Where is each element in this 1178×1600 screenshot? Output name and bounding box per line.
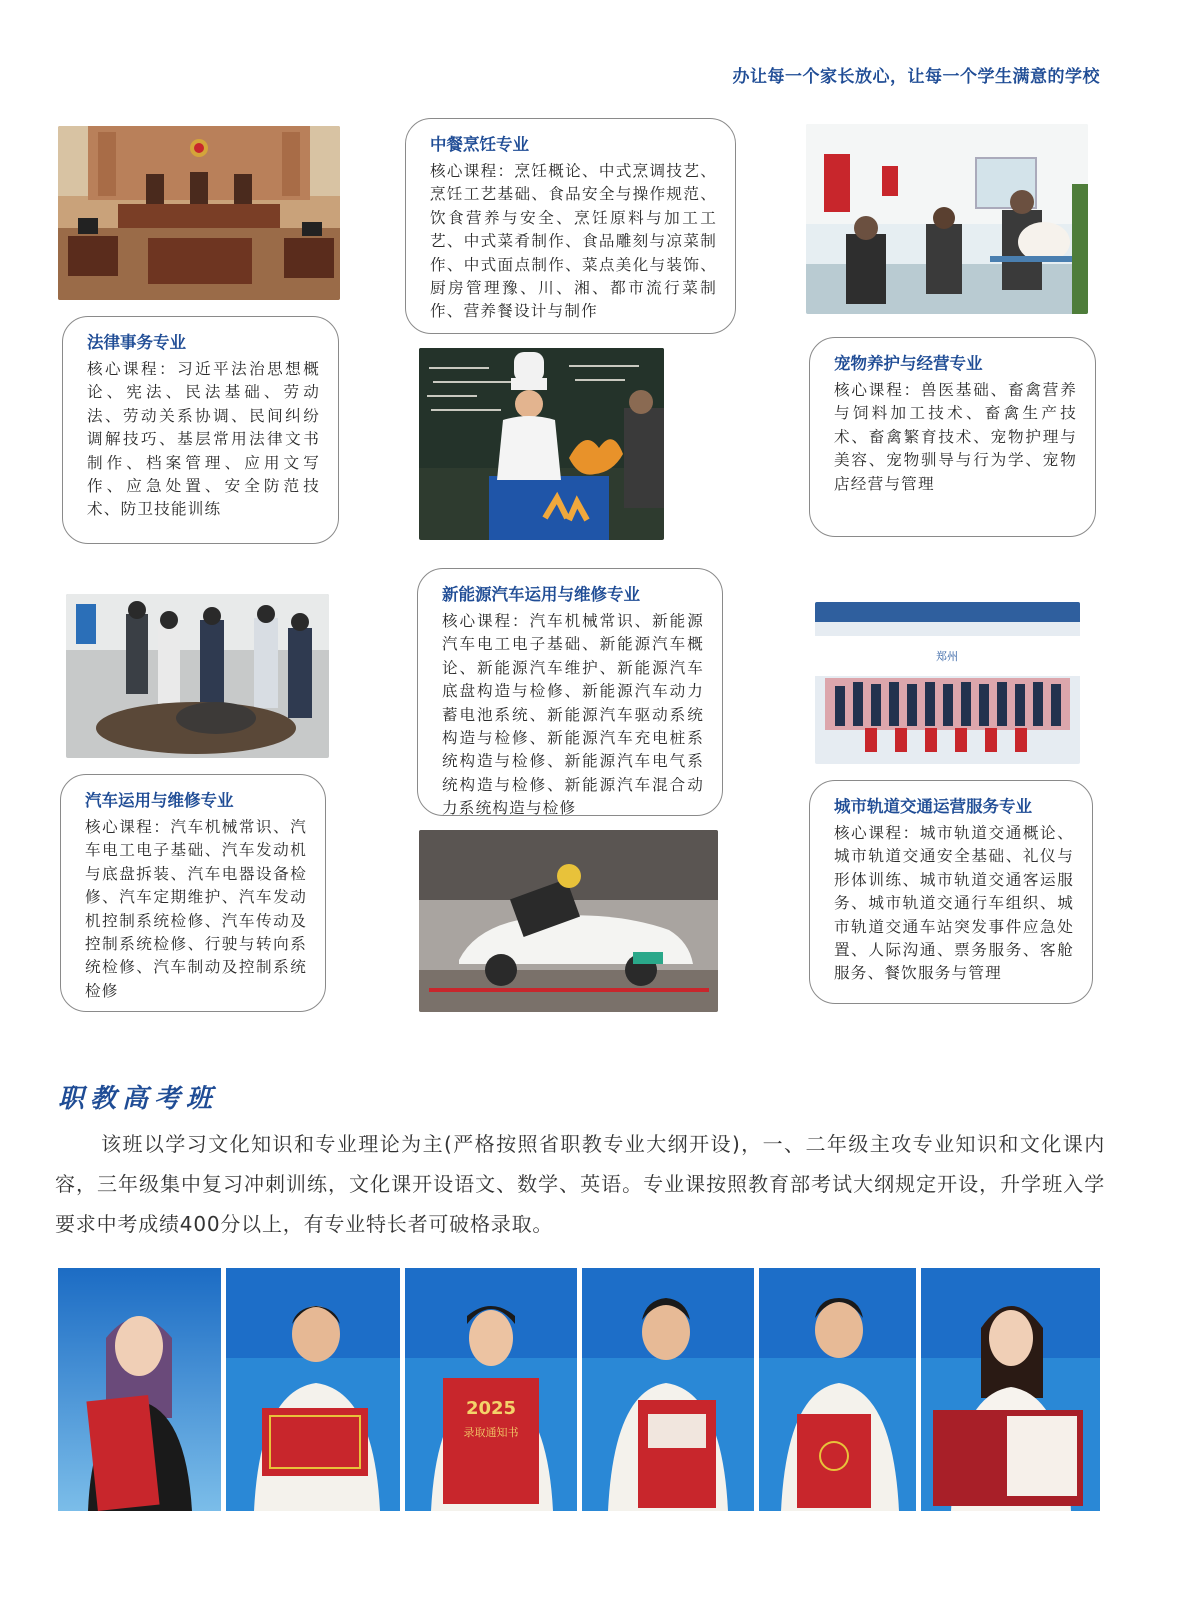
pet-program-title: 宠物养护与经营专业 <box>834 354 983 373</box>
notice-year-text: 2025 <box>465 1398 517 1419</box>
law-program-card <box>62 316 339 544</box>
student-photo <box>226 1268 400 1511</box>
rail-service-students-photo <box>815 602 1080 764</box>
law-program-courses: 核心课程：习近平法治思想概论、宪法、民法基础、劳动法、劳动关系协调、民间纠纷调解技巧、基层常用法律文书制作、档案管理、应用文写作、应急处置、安全防范技术、防卫技能训练 <box>87 360 320 519</box>
auto-repair-class-photo <box>66 594 329 758</box>
notice-title-text: 录取通知书 <box>463 1426 519 1439</box>
ev-program-card <box>417 568 723 816</box>
student-photo <box>921 1268 1100 1511</box>
auto-program-title: 汽车运用与维修专业 <box>85 791 234 810</box>
rail-program-courses: 核心课程：城市轨道交通概论、城市轨道交通安全基础、礼仪与形体训练、城市轨道交通客运服务、城市轨道交通行车组织、城市轨道交通车站突发事件应急处置、人际沟通、票务服务、客舱服务、餐饮服务与管理 <box>834 824 1074 983</box>
rail-banner-text: 郑州 <box>936 650 958 663</box>
auto-program-courses: 核心课程：汽车机械常识、汽车电工电子基础、汽车发动机与底盘拆装、汽车电器设备检修、汽车定期维护、汽车发动机控制系统检修、汽车传动及控制系统检修、行驶与转向系统检修、汽车制动及控制系统检修 <box>85 818 307 1000</box>
pet-program-courses: 核心课程：兽医基础、畜禽营养与饲料加工技术、畜禽生产技术、畜禽繁育技术、宠物护理与美容、宠物驯导与行为学、宠物店经营与管理 <box>834 381 1077 493</box>
cooking-program-courses: 核心课程：烹饪概论、中式烹调技艺、烹饪工艺基础、食品安全与操作规范、饮食营养与安全、烹饪原料与加工工艺、中式菜肴制作、食品雕刻与凉菜制作、中式面点制作、菜点美化与装饰、厨房管理豫、川、湘、都市流行菜制作、营养餐设计与制作 <box>430 162 717 321</box>
student-photo <box>759 1268 916 1511</box>
cooking-program-title: 中餐烹饪专业 <box>430 135 529 154</box>
law-program-title: 法律事务专业 <box>87 333 186 352</box>
rail-program-card <box>809 780 1093 1004</box>
vocational-exam-class-description: 该班以学习文化知识和专业理论为主(严格按照省职教专业大纲开设)，一、二年级主攻专业知识和文化课内容，三年级集中复习冲刺训练，文化课开设语文、数学、英语。专业课按照教育部考试大纲规定开设，升学班入学要求中考成绩400分以上，有专业特长者可破格录取。 <box>55 1132 1105 1236</box>
rail-program-title: 城市轨道交通运营服务专业 <box>834 797 1032 816</box>
ev-program-courses: 核心课程：汽车机械常识、新能源汽车电工电子基础、新能源汽车概论、新能源汽车维护、新能源汽车底盘构造与检修、新能源汽车动力蓄电池系统、新能源汽车驱动系统构造与检修、新能源汽车充电桩系统构造与检修、新能源汽车电气系统构造与检修、新能源汽车混合动力系统构造与检修 <box>442 612 704 818</box>
vocational-exam-class-title: 职教高考班 <box>58 1084 219 1114</box>
student-photo <box>58 1268 221 1511</box>
admission-students-photo-strip <box>58 1268 1100 1511</box>
chef-carving-photo <box>419 348 664 540</box>
school-tagline: 办让每一个家长放心，让每一个学生满意的学校 <box>732 67 1100 87</box>
student-photo <box>582 1268 754 1511</box>
cooking-program-card <box>405 118 736 334</box>
pet-grooming-photo <box>806 124 1088 314</box>
student-photo <box>405 1268 577 1511</box>
courtroom-photo <box>58 126 340 300</box>
ev-program-title: 新能源汽车运用与维修专业 <box>442 585 640 604</box>
auto-program-card <box>60 774 326 1012</box>
ev-training-lab-photo <box>419 830 718 1012</box>
pet-program-card <box>809 337 1096 537</box>
